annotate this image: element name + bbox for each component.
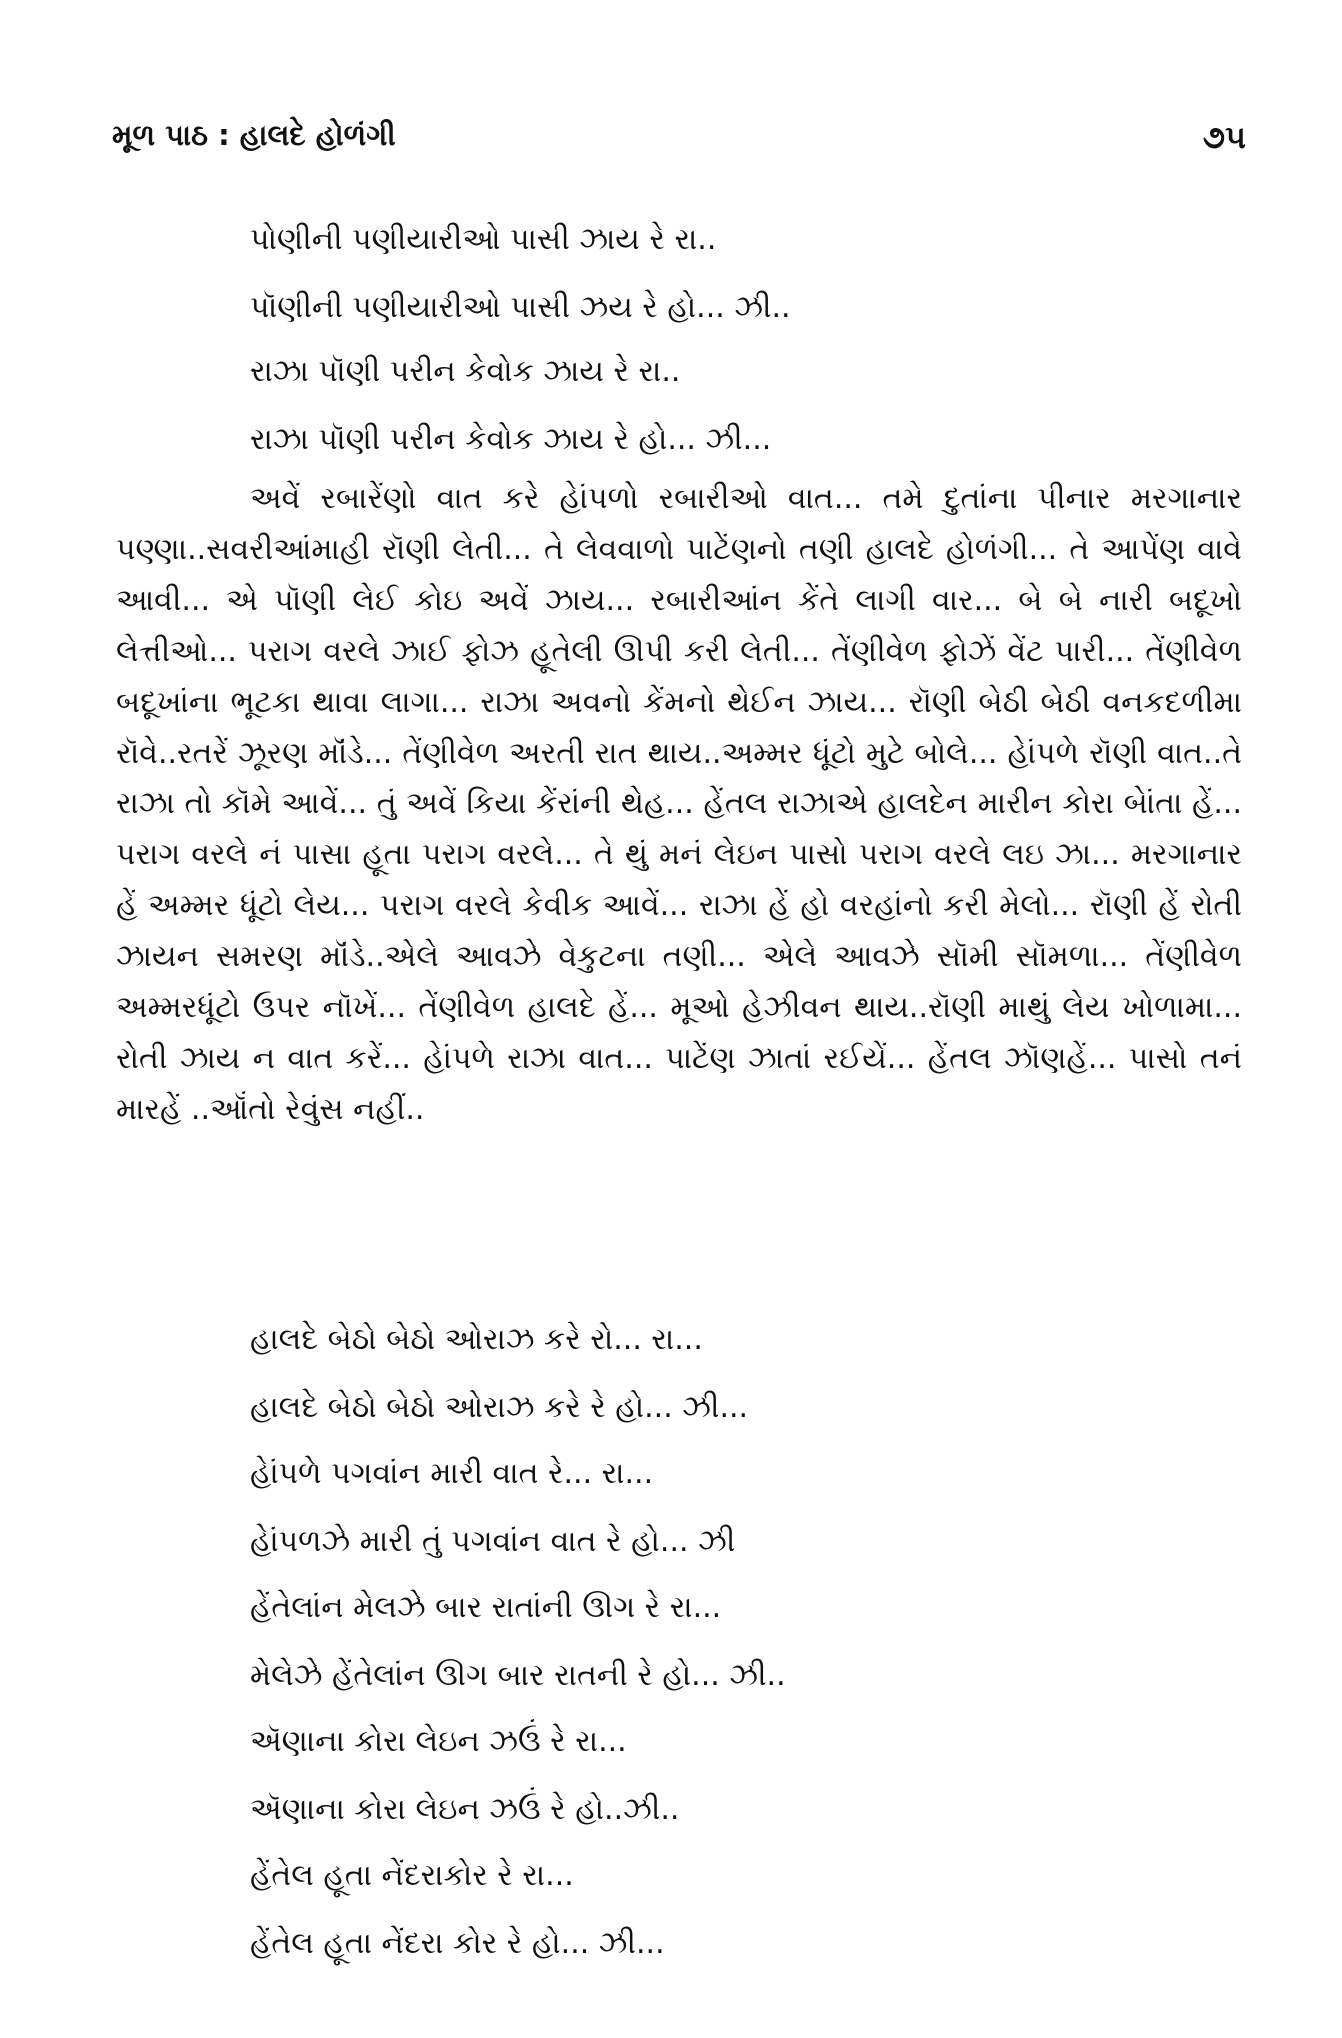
verse-line: ઍણાના કોરા લેઇન ઝઉં રે હો..ઝી.. — [250, 1792, 680, 1827]
verse-stanza — [250, 1440, 1250, 1576]
verse-line: પૉણીની પણીયારીઓ પાસી ઝય રે હો... ઝી.. — [250, 290, 791, 325]
page-header — [112, 118, 1246, 158]
verse-stanza — [250, 1574, 1250, 1710]
verse-line: રાઝા પૉણી પરીન કેવોક ઝાય રે રા.. — [250, 354, 681, 389]
verse-line: હેાંપળે પગવાંન મારી વાત રે... રા... — [250, 1456, 654, 1491]
verse-line: ઍણાના કોરા લેઇન ઝઉં રે રા... — [250, 1724, 627, 1759]
verse-line: મેલેઝે હેંતેલાંન ઊગ બાર રાતની રે હો... ઝી.. — [250, 1658, 786, 1693]
prose-text: અવેં રબારેંણો વાત કરે હેાંપળો રબારીઓ વાત... તમે દુતાંના પીનાર મરગાનાર પણ્ણા..સવરીઆંમાહી રૉણી લેતી... તે લેવવાળો પાટેંણનો તણી હાલદે હોળંગી... તે આપેંણ વાવે આવી... એ પૉણી લેઈ કોઇ અવેં ઝાય... રબારીઆંન કેંતે લાગી વાર... બે બે નારી બદૂખો લેત્તીઓ... પરાગ વરલે ઝાઈ ફોઝ હૂતેલી ઊપી કરી લેતી... તેંણીવેળ ફોઝેં વેંટ પારી... તેંણીવેળ બદૂખાંના ભૂટકા થાવા લાગા... રાઝા અવનો કેંમનો થેઈન ઝાય... રૉણી બેઠી બેઠી વનકદળીમા રૉવે..રતરેં ઝૂરણ મૉંડે... તેંણીવેળ અરતી રાત થાય..અમ્મર ધૂંટો મુટે બોલે... હેાંપળે રૉણી વાત..તે રાઝા તો કૉમે આવેં... તું અવેં કિયા કેંરાંની થેહ... હેંતલ રાઝાએ હાલદેન મારીન કોરા બેાંતા હેં... પરાગ વરલે નં પાસા હૂતા પરાગ વરલે... તે થું મનં લેઇન પાસો પરાગ વરલે લઇ ઝા... મરગાનાર હેં અમ્મર ધૂંટો લેય... પરાગ વરલે કેવીક આવેં... રાઝા હેં હો વરહાંનો કરી મેલો... રૉણી હેં રોતી ઝાયન સમરણ મૉંડે..એલે આવઝે વેકુટના તણી... એલે આવઝે સૉમી સૉમળા... તેંણીવેળ અમ્મરધૂંટો ઉપર નૉખેં... તેંણીવેળ હાલદે હેં... મૂઓ હેઝીવન થાય..રૉણી માથું લેય ખોળામા... રોતી ઝાય ન વાત કરેં... હેાંપળે રાઝા વાત... પાટેંણ ઝાતાં રઈયેં... હેંતલ ઝૉણહેં... પાસો તનં મારહેં ..ઑંતો રેવુંસ નહીં.. — [116, 481, 1242, 1127]
verse-line: હાલદે બેઠો બેઠો ઓરાઝ કરે રે હો... ઝી... — [250, 1390, 749, 1425]
verse-line: હાલદે બેઠો બેઠો ઓરાઝ કરે રો... રા... — [250, 1322, 703, 1357]
verse-line: હેંતેલ હૂતા નેંદરાકોર રે રા... — [250, 1858, 574, 1893]
page-number: ૭૫ — [1202, 118, 1246, 156]
verse-stanza — [250, 338, 1250, 474]
verse-stanza — [250, 1708, 1250, 1844]
verse-line: રાઝા પૉણી પરીન કેવોક ઝાય રે હો... ઝી... — [250, 422, 772, 457]
verse-line: હેાંપળઝે મારી તું પગવાંન વાત રે હો... ઝી — [250, 1524, 736, 1559]
verse-stanza — [250, 1306, 1250, 1442]
verse-line: પોણીની પણીયારીઓ પાસી ઝાય રે રા.. — [250, 222, 717, 257]
verse-stanza — [250, 1842, 1250, 1978]
running-title: મૂળ પાઠ : હાલદે હોળંગી — [112, 118, 396, 152]
verse-line: હેંતેલ હૂતા નેંદરા કોર રે હો... ઝી... — [250, 1926, 665, 1961]
verse-line: હેંતેલાંન મેલઝે બાર રાતાંની ઊગ રે રા... — [250, 1590, 722, 1625]
verse-stanza — [250, 206, 1250, 342]
prose-paragraph — [116, 474, 1242, 1136]
